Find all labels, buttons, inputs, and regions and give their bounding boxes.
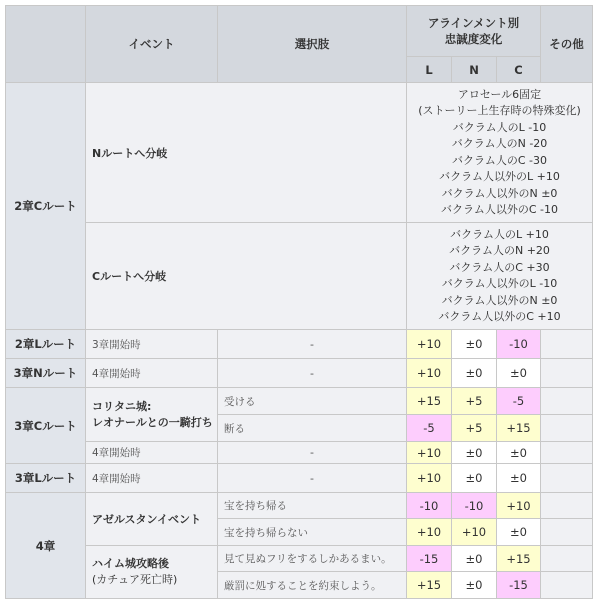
note-line: アロセール6固定 (457, 87, 542, 101)
value-l: +10 (407, 464, 452, 493)
choice-ch2l: - (218, 330, 407, 359)
value-l: +15 (407, 388, 452, 415)
note-line: バクラム人のL +10 (450, 227, 549, 241)
value-l: -10 (407, 493, 452, 519)
choice-take-treasure: 宝を持ち帰る (218, 493, 407, 519)
choice-ch3n: - (218, 359, 407, 388)
value-n: ±0 (452, 359, 497, 388)
event-ch3l: 4章開始時 (86, 464, 218, 493)
value-n: ±0 (452, 330, 497, 359)
loyalty-table (5, 5, 593, 599)
note-line: バクラム人のC -30 (451, 153, 548, 167)
value-n: ±0 (452, 546, 497, 572)
value-c: ±0 (497, 519, 541, 546)
value-n: +10 (452, 519, 497, 546)
choice-ch3c-start4: - (218, 442, 407, 464)
value-c: -5 (497, 388, 541, 415)
value-l: -5 (407, 415, 452, 442)
header-other: その他 (541, 6, 593, 83)
value-c: +15 (497, 415, 541, 442)
header-l: L (407, 57, 452, 83)
event-leonard-duel (86, 388, 218, 442)
other-cell (541, 519, 593, 546)
row-header-ch3n: 3章Nルート (6, 359, 86, 388)
value-c: +10 (497, 493, 541, 519)
value-n: -10 (452, 493, 497, 519)
value-n: ±0 (452, 572, 497, 599)
row-header-ch2c: 2章Cルート (6, 83, 86, 330)
choice-leave-treasure: 宝を持ち帰らない (218, 519, 407, 546)
note-line: バクラム人以外のN ±0 (441, 293, 558, 307)
other-cell (541, 330, 593, 359)
event-leonard-duel-line1: コリタニ城: (92, 399, 152, 413)
value-n: +5 (452, 388, 497, 415)
note-n-branch (407, 83, 593, 223)
note-line: バクラム人のL -10 (452, 120, 547, 134)
value-c: -15 (497, 572, 541, 599)
value-c: ±0 (497, 442, 541, 464)
row-header-ch4: 4章 (6, 493, 86, 599)
other-cell (541, 464, 593, 493)
choice-ch3l: - (218, 464, 407, 493)
event-heim-castle-line2: (カチュア死亡時) (92, 573, 178, 586)
loyalty-table-container (5, 5, 593, 599)
value-l: -15 (407, 546, 452, 572)
value-l: +10 (407, 330, 452, 359)
event-c-branch: Cルートへ分岐 (86, 223, 407, 330)
header-c: C (497, 57, 541, 83)
note-line: (ストーリー上生存時の特殊変化) (418, 104, 581, 117)
row-header-ch3c: 3章Cルート (6, 388, 86, 464)
header-alignment (407, 6, 541, 57)
event-ch3c-start4: 4章開始時 (86, 442, 218, 464)
note-line: バクラム人以外のL -10 (441, 277, 558, 290)
event-heim-castle (86, 546, 218, 599)
other-cell (541, 388, 593, 415)
value-c: ±0 (497, 464, 541, 493)
note-line: バクラム人以外のL +10 (439, 170, 560, 183)
other-cell (541, 442, 593, 464)
value-c: +15 (497, 546, 541, 572)
note-line: バクラム人以外のC +10 (438, 310, 561, 323)
row-header-ch3l: 3章Lルート (6, 464, 86, 493)
value-n: ±0 (452, 464, 497, 493)
note-line: バクラム人のN -20 (451, 137, 548, 150)
other-cell (541, 493, 593, 519)
note-line: バクラム人のC +30 (449, 260, 550, 274)
choice-refuse: 断る (218, 415, 407, 442)
event-ch3n: 4章開始時 (86, 359, 218, 388)
other-cell (541, 415, 593, 442)
value-n: ±0 (452, 442, 497, 464)
value-l: +15 (407, 572, 452, 599)
value-c: -10 (497, 330, 541, 359)
value-n: +5 (452, 415, 497, 442)
event-azelstan: アゼルスタンイベント (86, 493, 218, 546)
event-leonard-duel-line2: レオナールとの一騎打ち (92, 415, 213, 429)
other-cell (541, 359, 593, 388)
value-l: +10 (407, 519, 452, 546)
choice-accept: 受ける (218, 388, 407, 415)
value-l: +10 (407, 359, 452, 388)
choice-turn-blind-eye: 見て見ぬフリをするしかあるまい。 (218, 546, 407, 572)
header-blank (6, 6, 86, 83)
other-cell (541, 546, 593, 572)
event-ch2l: 3章開始時 (86, 330, 218, 359)
other-cell (541, 572, 593, 599)
note-line: バクラム人のN +20 (449, 244, 550, 257)
header-event: イベント (86, 6, 218, 83)
note-c-branch (407, 223, 593, 330)
value-c: ±0 (497, 359, 541, 388)
event-n-branch: Nルートへ分岐 (86, 83, 407, 223)
header-alignment-line2: 忠誠度変化 (444, 32, 503, 46)
event-heim-castle-line1: ハイム城攻略後 (92, 557, 169, 570)
value-l: +10 (407, 442, 452, 464)
row-header-ch2l: 2章Lルート (6, 330, 86, 359)
header-n: N (452, 57, 497, 83)
note-line: バクラム人以外のC -10 (440, 203, 559, 216)
choice-promise-punishment: 厳罰に処することを約束しよう。 (218, 572, 407, 599)
header-alignment-line1: アラインメント別 (427, 16, 520, 30)
note-line: バクラム人以外のN ±0 (441, 186, 558, 200)
header-choice: 選択肢 (218, 6, 407, 83)
